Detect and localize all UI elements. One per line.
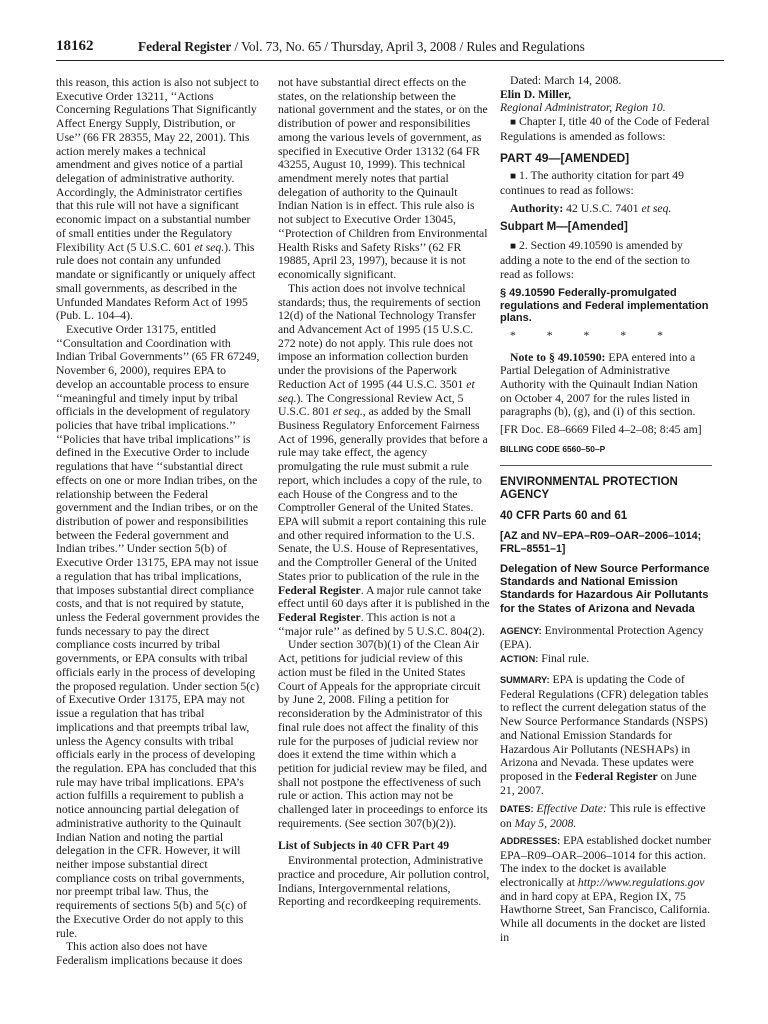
journal-name: Federal Register [138,39,232,54]
docket-number: [AZ and NV–EPA–R09–OAR–2006–1014; FRL–8551–1] [500,530,702,555]
square-bullet-icon: ■ [510,117,517,129]
agency-line: AGENCY: Environmental Protection Agency (EPA). [500,623,704,652]
column-3 [500,76,712,945]
column-2 [278,76,490,909]
authority-citation: Authority: 42 U.S.C. 7401 et seq. [510,201,672,215]
section-note: Note to § 49.10590: EPA entered into a Partial Delegation of Administrative Authority with the Quinault Indian Nation on October 4, 2007 for the rules listed in paragraphs (b), (g), and (i) of this section. [500,350,698,419]
part-heading: PART 49—[AMENDED] [500,150,630,165]
col1-paragraph-2: Executive Order 13175, entitled ‘‘Consultation and Coordination with Indian Tribal Governments’’ (65 FR 67249, November 6, 2000), requires EPA to develop an accountable process to ensure ‘‘meaningful and timely input by tribal officials in the development of regulatory policies that have tribal implications.’’ ‘‘Policies that have tribal implications’’ is defined in the Executive Order to include regulations that have ‘‘substantial direct effects on one or more Indian tribes, on the relationship between the Federal government and the Indian tribes, or on the distribution of power and responsibilities between the Federal government and Indian tribes.’’ Under section 5(b) of Executive Order 13175, EPA may not issue a regulation that has tribal implications, that imposes substantial direct compliance costs, and that is not required by statute, unless the Federal government provides the funds necessary to pay the direct compliance costs incurred by tribal governments, or EPA consults with tribal officials early in the process of developing the proposed regulation. Under section 5(c) of Executive Order 13175, EPA may not issue a regulation that has tribal implications and that preempts tribal law, unless the Agency consults with tribal officials early in the process of developing the regulation. EPA has concluded that this rule may have tribal implications. EPA’s action fulfills a requirement to publish a notice announcing partial delegation of administrative authority to the Quinault Indian Nation and noting the partial delegation in the CFR. However, it will neither impose substantial direct compliance costs on tribal governments, nor preempt tribal law. Thus, the requirements of sections 5(b) and 5(c) of the Executive Order do not apply to this rule. [56,322,260,940]
subjects-heading: List of Subjects in 40 CFR Part 49 [278,838,450,852]
running-head: Federal Register / Vol. 73, No. 65 / Thursday, April 3, 2008 / Rules and Regulations [138,39,585,54]
step-2: ■ 2. Section 49.10590 is amended by adding a note to the end of the section to read as follows: [500,239,690,281]
addresses-paragraph: ADDRESSES: EPA established docket number EPA–R09–OAR–2006–1014 for this action. The index to the docket is available electronically at http://www.regulations.gov and in hard copy at EPA, Region IX, 75 Hawthorne Street, San Francisco, California. While all documents in the docket are listed in [500,833,712,944]
page-number: 18162 [56,38,94,54]
issue-date: Thursday, April 3, 2008 [331,39,457,54]
omission-stars: * * * * * [510,328,677,342]
summary-paragraph: SUMMARY: EPA is updating the Code of Federal Regulations (CFR) delegation tables to reflect the current delegation status of the New Source Performance Standards (NSPS) and National Emission Standards for Hazardous Air Pollutants (NESHAPs) in Arizona and Nevada. These updates were proposed in the Federal Register on June 21, 2007. [500,672,709,797]
column-1 [56,76,260,968]
section-name: Rules and Regulations [466,39,585,54]
volume-issue: Vol. 73, No. 65 [241,39,322,54]
square-bullet-icon: ■ [510,241,517,253]
amend-intro: ■ Chapter I, title 40 of the Code of Federal Regulations is amended as follows: [500,115,710,143]
action-line: ACTION: Final rule. [500,652,590,666]
col1-paragraph-1: this reason, this action is also not subject to Executive Order 13211, ‘‘Actions Concerning Regulations That Significantly Affect Energy Supply, Distribution, or Use’’ (66 FR 28355, May 22, 2001). This action merely makes a technical amendment and gives notice of a partial delegation of administrative authority. Accordingly, the Administrator certifies that this rule will not have a significant economic impact on a substantial number of small entities under the Regulatory Flexibility Act (5 U.S.C. 601 et seq.). This rule does not contain any unfunded mandate or significantly or uniquely affect small governments, as described in the Unfunded Mandates Reform Act of 1995 (Pub. L. 104–4). [56,76,259,323]
section-heading: § 49.10590 Federally-promulgated regulations and Federal implementation plans. [500,287,709,325]
col2-paragraph-3: Under section 307(b)(1) of the Clean Air Act, petitions for judicial review of this action must be filed in the United States Court of Appeals for the appropriate circuit by June 2, 2008. Filing a petition for reconsideration by the Administrator of this final rule does not affect the finality of this rule for the purposes of judicial review nor does it extend the time within which a petition for judicial review may be filed, and shall not postpone the effectiveness of such rule or action. This action may not be challenged later in proceedings to enforce its requirements. (See section 307(b)(2)). [278,638,488,830]
fr-doc-line: [FR Doc. E8–6669 Filed 4–2–08; 8:45 am] [500,423,702,437]
step-1: ■ 1. The authority citation for part 49 continues to read as follows: [500,169,684,198]
billing-code: BILLING CODE 6560–50–P [500,443,606,454]
subjects-list: Environmental protection, Administrative practice and procedure, Air pollution control, Indians, Intergovernmental relations, Reporting and recordkeeping requirements. [278,854,490,909]
col2-paragraph-2: This action does not involve technical standards; thus, the requirements of section 12(d) of the National Technology Transfer and Advancement Act of 1995 (15 U.S.C. 272 note) do not apply. This rule does not impose an information collection burden under the provisions of the Paperwork Reduction Act of 1995 (44 U.S.C. 3501 et seq.). The Congressional Review Act, 5 U.S.C. 801 et seq., as added by the Small Business Regulatory Enforcement Fairness Act of 1996, generally provides that before a rule may take effect, the agency promulgating the rule must submit a rule report, which includes a copy of the rule, to each House of the Congress and to the Comptroller General of the United States. EPA will submit a report containing this rule and other required information to the U.S. Senate, the U.S. House of Representatives, and the Comptroller General of the United States prior to publication of the rule in the Federal Register. A major rule cannot take effect until 60 days after it is published in the Federal Register. This action is not a ‘‘major rule’’ as defined by 5 U.S.C. 804(2). [278,281,490,638]
subpart-heading: Subpart M—[Amended] [500,221,628,234]
signer-title: Regional Administrator, Region 10. [500,101,666,115]
page-header [56,38,724,61]
dated-line: Dated: March 14, 2008. [510,74,622,87]
agency-name: ENVIRONMENTAL PROTECTION AGENCY [500,475,678,501]
signer-name: Elin D. Miller, [500,87,571,101]
col2-paragraph-1: not have substantial direct effects on the states, on the relationship between the national government and the states, or on the distribution of power and responsibilities among the various levels of government, as specified in Executive Order 13132 (64 FR 43255, August 10, 1999). This technical amendment merely notes that partial delegation of authority to the Quinault Indian Nation is in effect. This rule also is not subject to Executive Order 13045, ‘‘Protection of Children from Environmental Health Risks and Safety Risks’’ (62 FR 19885, April 23, 1997), because it is not economically significant. [278,76,488,282]
dates-paragraph: DATES: Effective Date: This rule is effective on May 5, 2008. [500,802,706,831]
section-divider [500,465,712,466]
cfr-parts: 40 CFR Parts 60 and 61 [500,510,628,523]
rule-title: Delegation of New Source Performance Standards and National Emission Standards for Hazardous Air Pollutants for the States of Arizona and Nevada [500,562,710,615]
square-bullet-icon: ■ [510,171,517,183]
col1-paragraph-3: This action also does not have Federalism implications because it does [56,940,243,967]
